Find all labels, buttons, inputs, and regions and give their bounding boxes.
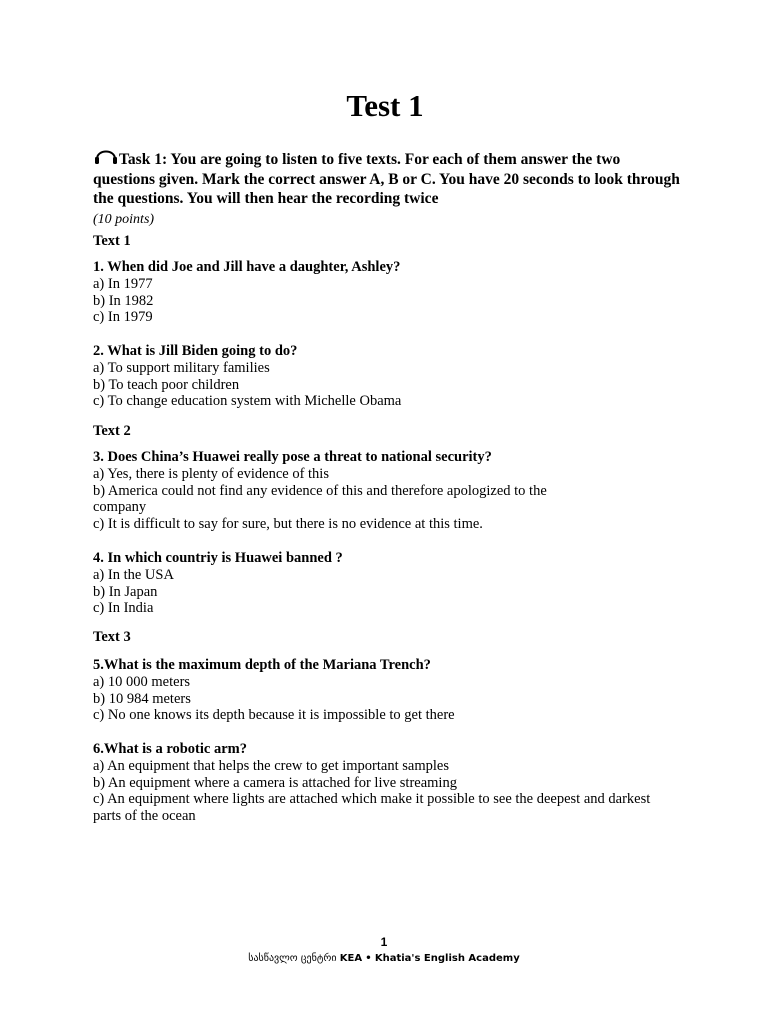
task-text: Task 1: You are going to listen to five texts. For each of them answer the two questions given. Mark the correct answer A, B or C. You have 20 seconds to look through the questions. You will then hear the recording twice bbox=[93, 151, 680, 207]
option-b: b) In 1982 bbox=[93, 292, 154, 309]
option-b: b) America could not find any evidence of this and therefore apologized to the company bbox=[93, 482, 547, 516]
question-2 bbox=[93, 343, 683, 410]
option-a: a) An equipment that helps the crew to get important samples bbox=[93, 757, 449, 774]
option-a: a) Yes, there is plenty of evidence of this bbox=[93, 465, 329, 482]
option-b: b) In Japan bbox=[93, 583, 158, 600]
question-stem: 4. In which countriy is Huawei banned ? bbox=[93, 550, 343, 566]
option-c: c) No one knows its depth because it is impossible to get there bbox=[93, 707, 455, 724]
footer-org bbox=[0, 953, 768, 964]
footer-org-georgian: სასწავლო ცენტრი bbox=[248, 953, 337, 964]
option-b: b) 10 984 meters bbox=[93, 690, 191, 707]
footer-org-name: Khatia's English Academy bbox=[374, 953, 520, 964]
question-6 bbox=[93, 741, 683, 825]
section-label-text-3: Text 3 bbox=[93, 629, 131, 645]
question-5 bbox=[93, 657, 683, 724]
page-number: 1 bbox=[380, 935, 388, 949]
question-stem: 1. When did Joe and Jill have a daughter, Ashley? bbox=[93, 259, 401, 275]
question-stem: 5.What is the maximum depth of the Mariana Trench? bbox=[93, 657, 431, 673]
headphones-icon bbox=[93, 144, 119, 166]
option-b: b) An equipment where a camera is attached for live streaming bbox=[93, 774, 457, 791]
option-a: a) In 1977 bbox=[93, 275, 153, 292]
option-a: a) 10 000 meters bbox=[93, 673, 191, 690]
section-label-text-1: Text 1 bbox=[93, 233, 131, 249]
section-label-text-2: Text 2 bbox=[93, 423, 131, 439]
page-title: Test 1 bbox=[346, 88, 424, 123]
question-stem: 3. Does China’s Huawei really pose a threat to national security? bbox=[93, 449, 492, 465]
task-instructions bbox=[93, 144, 683, 229]
footer-separator: • bbox=[365, 953, 372, 964]
question-3 bbox=[93, 449, 683, 533]
footer-org-kea: KEA bbox=[339, 953, 363, 964]
task-points: (10 points) bbox=[93, 211, 155, 227]
option-c: c) In India bbox=[93, 600, 154, 617]
question-1 bbox=[93, 259, 683, 326]
option-a: a) In the USA bbox=[93, 566, 174, 583]
option-c: c) It is difficult to say for sure, but there is no evidence at this time. bbox=[93, 516, 483, 533]
option-a: a) To support military families bbox=[93, 359, 270, 376]
option-c: c) In 1979 bbox=[93, 309, 153, 326]
question-stem: 2. What is Jill Biden going to do? bbox=[93, 343, 298, 359]
option-b: b) To teach poor children bbox=[93, 376, 240, 393]
option-c: c) An equipment where lights are attached which make it possible to see the deepest and darkest parts of the ocean bbox=[93, 791, 651, 825]
question-stem: 6.What is a robotic arm? bbox=[93, 741, 247, 757]
option-c: c) To change education system with Michelle Obama bbox=[93, 393, 402, 410]
question-4 bbox=[93, 550, 683, 617]
